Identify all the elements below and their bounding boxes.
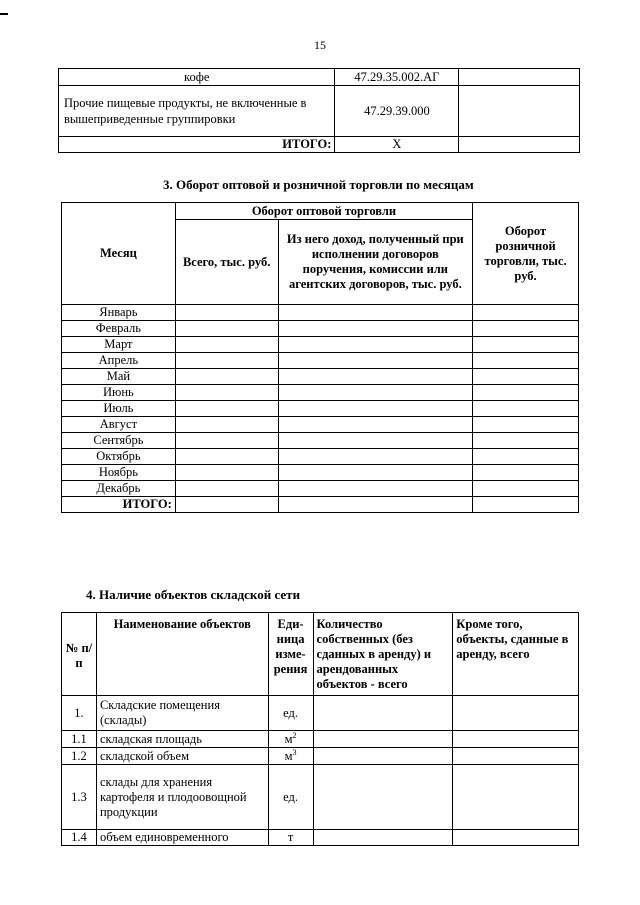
- empty-cell: [175, 305, 278, 321]
- month-name: Октябрь: [62, 449, 176, 465]
- month-name: Сентябрь: [62, 433, 176, 449]
- total-row: [59, 137, 580, 153]
- month-row: [62, 401, 579, 417]
- retail-header: Оборот розничной торговли, тыс. руб.: [473, 203, 579, 305]
- total-header: Всего, тыс. руб.: [175, 220, 278, 305]
- empty-cell: [313, 748, 453, 765]
- empty-cell: [473, 401, 579, 417]
- empty-cell: [473, 385, 579, 401]
- rented-out-header: Кроме того, объекты, сданные в аренду, всего: [453, 613, 579, 696]
- empty-cell: [278, 481, 473, 497]
- unit-exponent: 3: [292, 747, 297, 757]
- total-row: [62, 497, 579, 513]
- month-row: [62, 369, 579, 385]
- month-name: Февраль: [62, 321, 176, 337]
- empty-cell: [278, 321, 473, 337]
- turnover-table: [61, 202, 579, 513]
- empty-cell: [175, 385, 278, 401]
- month-row: [62, 481, 579, 497]
- month-row: [62, 433, 579, 449]
- empty-cell: [278, 465, 473, 481]
- empty-cell: [453, 748, 579, 765]
- empty-cell: [175, 417, 278, 433]
- empty-cell: [175, 337, 278, 353]
- product-name: Прочие пищевые продукты, не включенные в вышеприведенные группировки: [59, 86, 335, 137]
- table-row: [59, 69, 580, 86]
- row-number: 1.2: [62, 748, 97, 765]
- empty-cell: [313, 830, 453, 846]
- table-row: [59, 86, 580, 137]
- month-row: [62, 305, 579, 321]
- empty-cell: [473, 337, 579, 353]
- month-row: [62, 465, 579, 481]
- num-header: № п/п: [62, 613, 97, 696]
- object-name: складская площадь: [96, 731, 268, 748]
- month-name: Декабрь: [62, 481, 176, 497]
- edge-mark: [0, 13, 8, 15]
- table-row: [62, 830, 579, 846]
- empty-cell: [175, 433, 278, 449]
- empty-cell: [175, 369, 278, 385]
- wholesale-group-header: Оборот оптовой торговли: [175, 203, 472, 220]
- empty-cell: [473, 305, 579, 321]
- row-number: 1.3: [62, 765, 97, 830]
- empty-cell: [473, 465, 579, 481]
- section-3-heading: 3. Оборот оптовой и розничной торговли по месяцам: [163, 177, 474, 192]
- empty-cell: [473, 497, 579, 513]
- month-name: Май: [62, 369, 176, 385]
- empty-cell: [453, 830, 579, 846]
- object-unit: ед.: [268, 696, 313, 731]
- empty-cell: [278, 385, 473, 401]
- month-name: Июнь: [62, 385, 176, 401]
- product-name: кофе: [59, 69, 335, 86]
- page-number: 15: [314, 38, 326, 52]
- month-name: Ноябрь: [62, 465, 176, 481]
- products-table: [58, 68, 580, 153]
- product-code: 47.29.39.000: [335, 86, 459, 137]
- table-row: [62, 696, 579, 731]
- empty-cell: [278, 449, 473, 465]
- empty-cell: [473, 433, 579, 449]
- empty-cell: [175, 465, 278, 481]
- month-row: [62, 353, 579, 369]
- empty-cell: [453, 731, 579, 748]
- empty-cell: [459, 86, 580, 137]
- object-name: складской объем: [96, 748, 268, 765]
- warehouse-table: [61, 612, 579, 846]
- month-name: Март: [62, 337, 176, 353]
- empty-cell: [459, 69, 580, 86]
- empty-cell: [459, 137, 580, 153]
- row-number: 1.4: [62, 830, 97, 846]
- name-header: Наименование объектов: [96, 613, 268, 696]
- month-name: Август: [62, 417, 176, 433]
- empty-cell: [278, 369, 473, 385]
- unit-base: м: [284, 748, 293, 763]
- table-row: [62, 765, 579, 830]
- empty-cell: [473, 417, 579, 433]
- month-name: Январь: [62, 305, 176, 321]
- month-row: [62, 321, 579, 337]
- empty-cell: [175, 401, 278, 417]
- owned-header: Количество собственных (без сданных в аренду) и арендованных объектов - всего: [313, 613, 453, 696]
- product-code: 47.29.35.002.АГ: [335, 69, 459, 86]
- month-row: [62, 337, 579, 353]
- row-number: 1.: [62, 696, 97, 731]
- empty-cell: [278, 401, 473, 417]
- income-header: Из него доход, полученный при исполнении договоров поручения, комиссии или агентских договоров, тыс. руб.: [278, 220, 473, 305]
- total-label: ИТОГО:: [59, 137, 335, 153]
- unit-base: м: [284, 731, 293, 746]
- empty-cell: [175, 449, 278, 465]
- empty-cell: [175, 353, 278, 369]
- empty-cell: [473, 321, 579, 337]
- table-row: [62, 748, 579, 765]
- empty-cell: [175, 497, 278, 513]
- empty-cell: [473, 353, 579, 369]
- month-name: Июль: [62, 401, 176, 417]
- empty-cell: [313, 731, 453, 748]
- empty-cell: [278, 337, 473, 353]
- empty-cell: [313, 765, 453, 830]
- section-4-heading: 4. Наличие объектов складской сети: [86, 587, 301, 602]
- object-unit: [268, 731, 313, 748]
- object-unit: ед.: [268, 765, 313, 830]
- empty-cell: [278, 417, 473, 433]
- month-name: Апрель: [62, 353, 176, 369]
- empty-cell: [473, 481, 579, 497]
- table-row: [62, 731, 579, 748]
- month-row: [62, 417, 579, 433]
- empty-cell: [278, 353, 473, 369]
- empty-cell: [453, 696, 579, 731]
- month-row: [62, 385, 579, 401]
- empty-cell: [278, 305, 473, 321]
- object-name: объем единовременного: [96, 830, 268, 846]
- empty-cell: [473, 369, 579, 385]
- unit-exponent: 2: [292, 730, 297, 740]
- empty-cell: [278, 497, 473, 513]
- empty-cell: [473, 449, 579, 465]
- row-number: 1.1: [62, 731, 97, 748]
- object-unit: [268, 748, 313, 765]
- empty-cell: [453, 765, 579, 830]
- empty-cell: [278, 433, 473, 449]
- object-name: склады для хранения картофеля и плодоовощной продукции: [96, 765, 268, 830]
- empty-cell: [175, 481, 278, 497]
- unit-header: Еди- ница изме- рения: [268, 613, 313, 696]
- total-value: X: [335, 137, 459, 153]
- month-header: Месяц: [62, 203, 176, 305]
- empty-cell: [175, 321, 278, 337]
- month-row: [62, 449, 579, 465]
- object-unit: т: [268, 830, 313, 846]
- object-name: Складские помещения (склады): [96, 696, 268, 731]
- total-label: ИТОГО:: [62, 497, 176, 513]
- empty-cell: [313, 696, 453, 731]
